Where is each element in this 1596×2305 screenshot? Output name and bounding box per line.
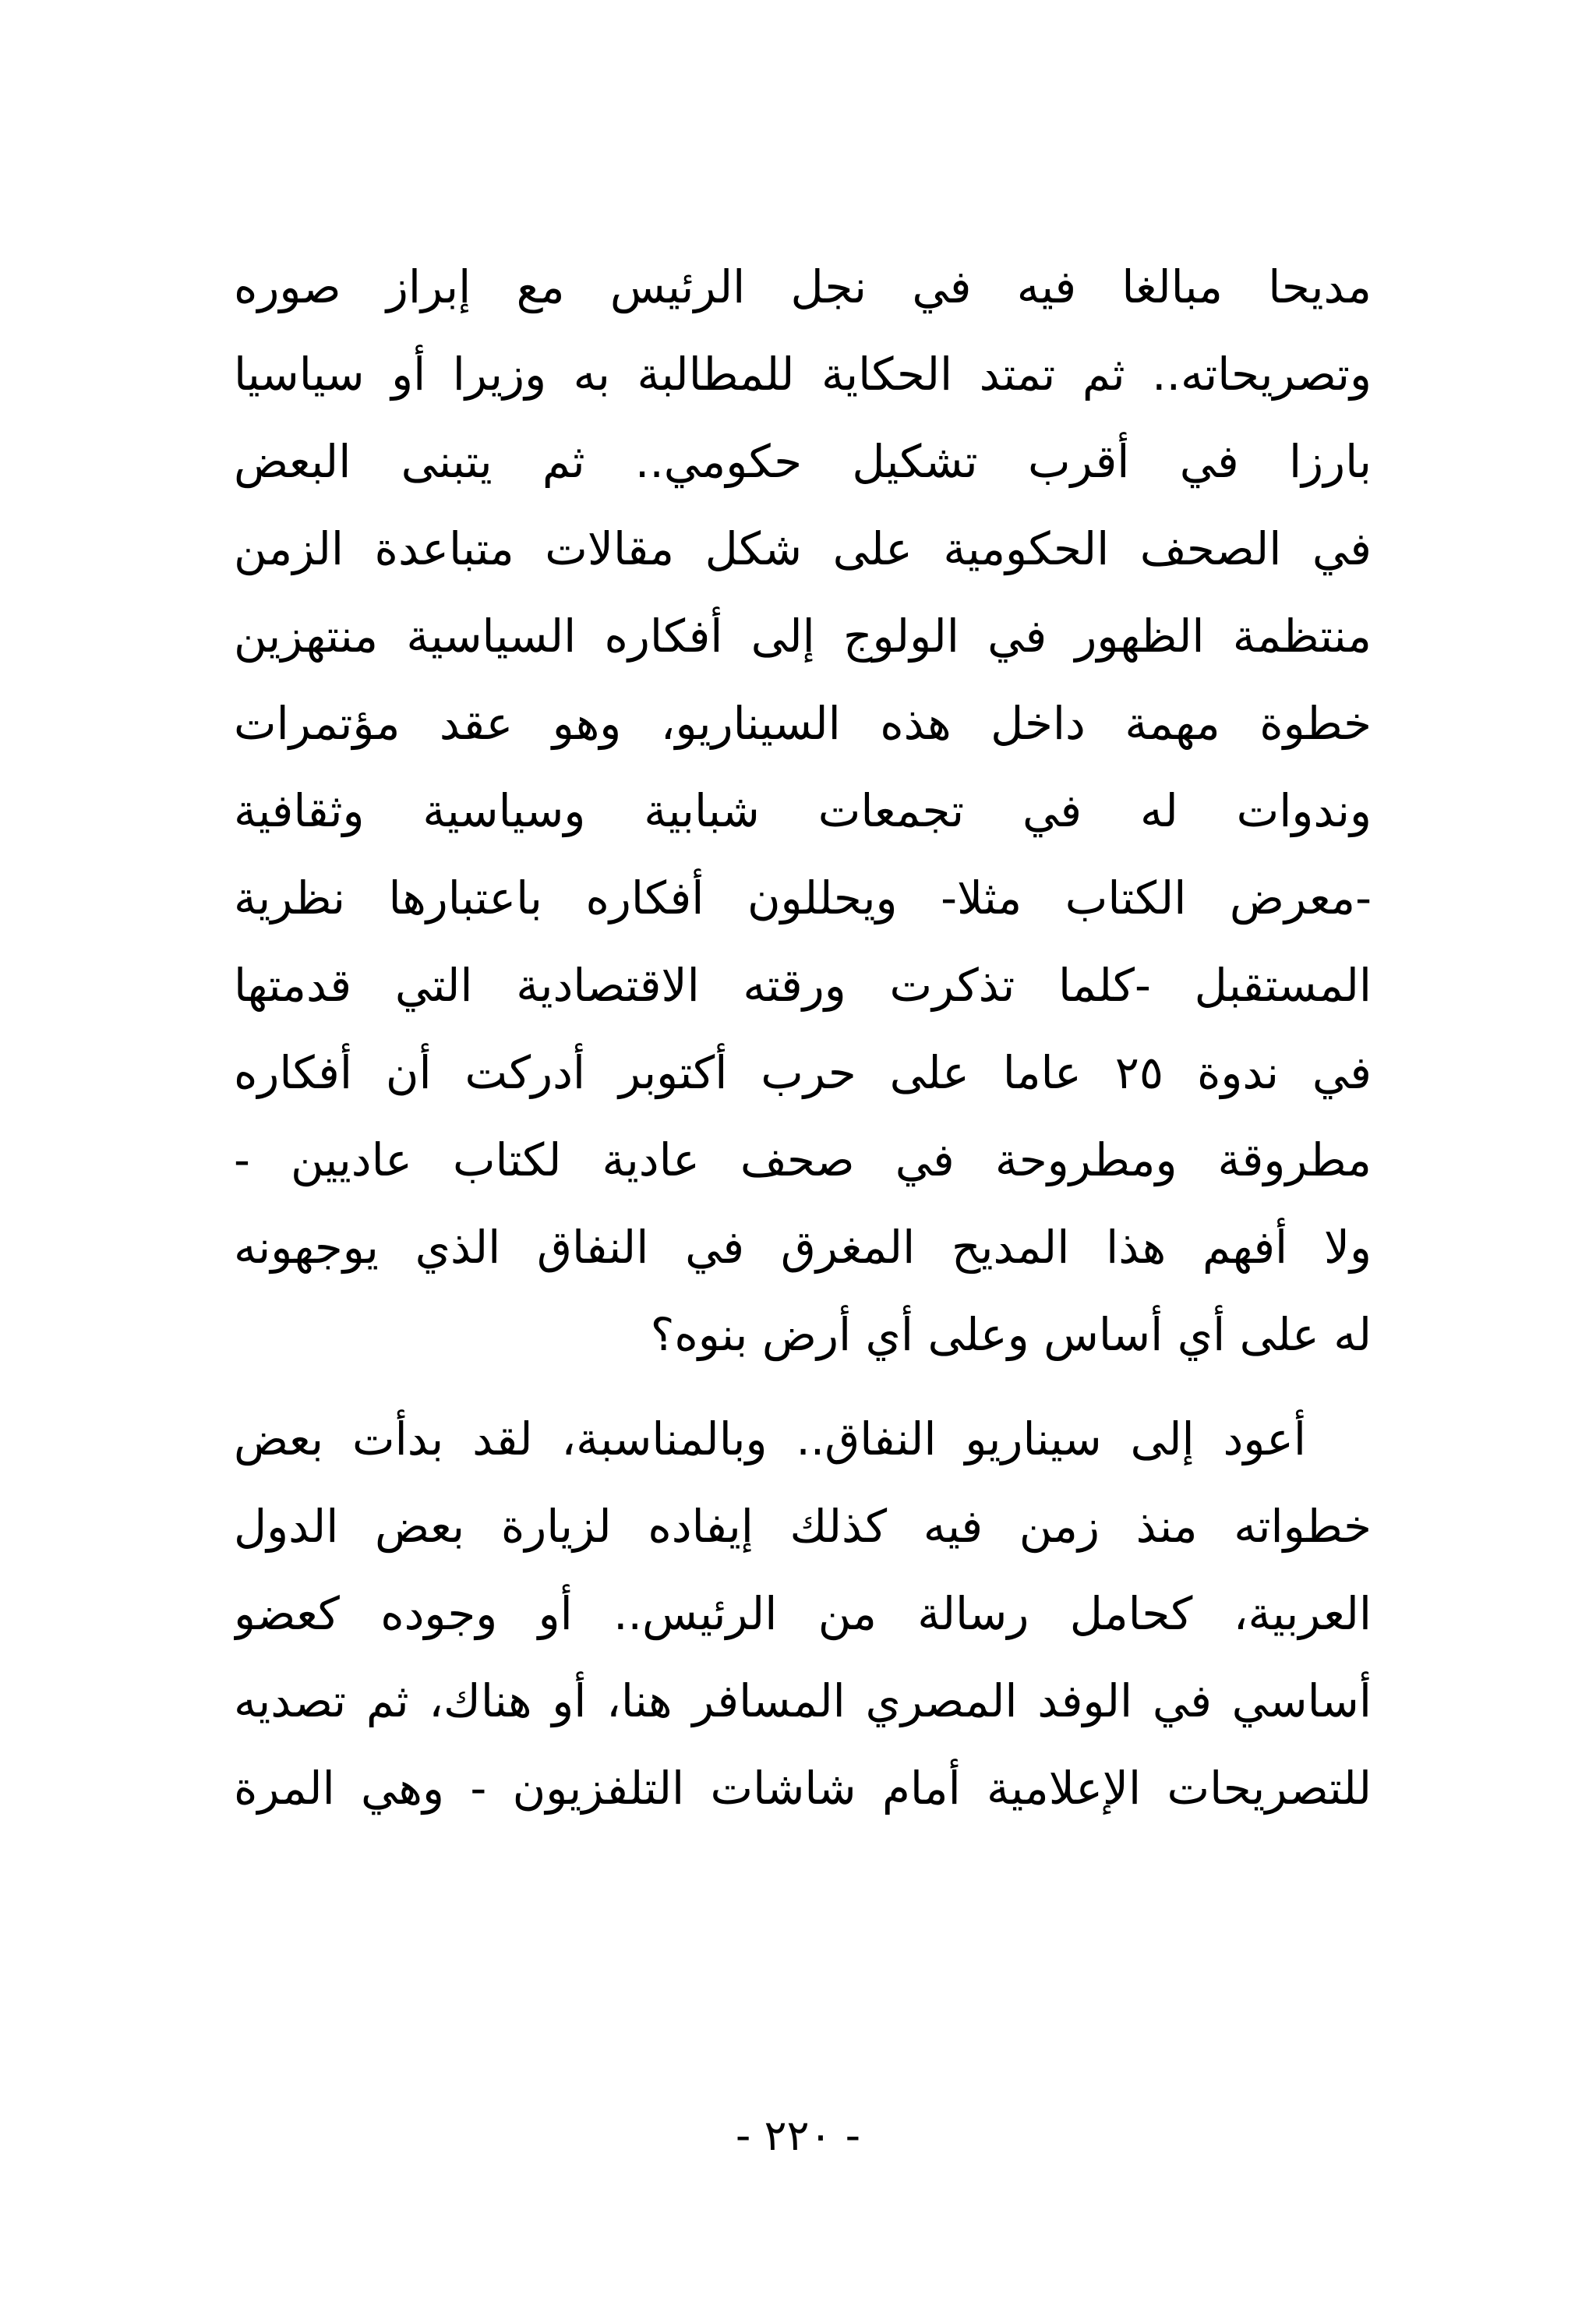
text-line: وتصريحاته.. ثم تمتد الحكاية للمطالبة به وزيرا أو سياسيا — [234, 348, 1372, 401]
text-line: مطروقة ومطروحة في صحف عادية لكتاب عاديين - — [234, 1133, 1372, 1186]
text-line: خطواته منذ زمن فيه كذلك إيفاده لزيارة بعض الدول — [234, 1500, 1372, 1553]
text-line: -معرض الكتاب مثلا- ويحللون أفكاره باعتبارها نظرية — [234, 871, 1372, 924]
text-line: خطوة مهمة داخل هذه السيناريو، وهو عقد مؤتمرات — [234, 697, 1372, 750]
text-line: أساسي في الوفد المصري المسافر هنا، أو هناك، ثم تصديه — [234, 1674, 1372, 1727]
text-line: بارزا في أقرب تشكيل حكومي.. ثم يتبنى البعض — [234, 435, 1372, 488]
text-line: في الصحف الحكومية على شكل مقالات متباعدة الزمن — [234, 522, 1372, 575]
text-line: منتظمة الظهور في الولوج إلى أفكاره السياسية منتهزين — [234, 610, 1372, 663]
text-line: مديحا مبالغا فيه في نجل الرئيس مع إبراز صوره — [234, 260, 1372, 313]
text-line: للتصريحات الإعلامية أمام شاشات التلفزيون - وهي المرة — [234, 1762, 1372, 1815]
paragraph-1 — [234, 243, 1372, 1378]
page-number: - ٢٢٠ - — [735, 2111, 861, 2160]
paragraph-2 — [234, 1395, 1372, 1832]
text-line: ولا أفهم هذا المديح المغرق في النفاق الذي يوجهونه — [234, 1221, 1372, 1274]
body-text — [234, 243, 1372, 1832]
text-line: وندوات له في تجمعات شبابية وسياسية وثقافية — [234, 784, 1372, 837]
text-line: المستقبل -كلما تذكرت ورقته الاقتصادية التي قدمتها — [234, 959, 1372, 1012]
text-line: العربية، كحامل رسالة من الرئيس.. أو وجوده كعضو — [234, 1587, 1372, 1640]
text-line: في ندوة ٢٥ عاما على حرب أكتوبر أدركت أن أفكاره — [234, 1046, 1372, 1099]
text-line: أعود إلى سيناريو النفاق.. وبالمناسبة، لقد بدأت بعض — [234, 1412, 1306, 1465]
text-line: له على أي أساس وعلى أي أرض بنوه؟ — [650, 1308, 1372, 1361]
